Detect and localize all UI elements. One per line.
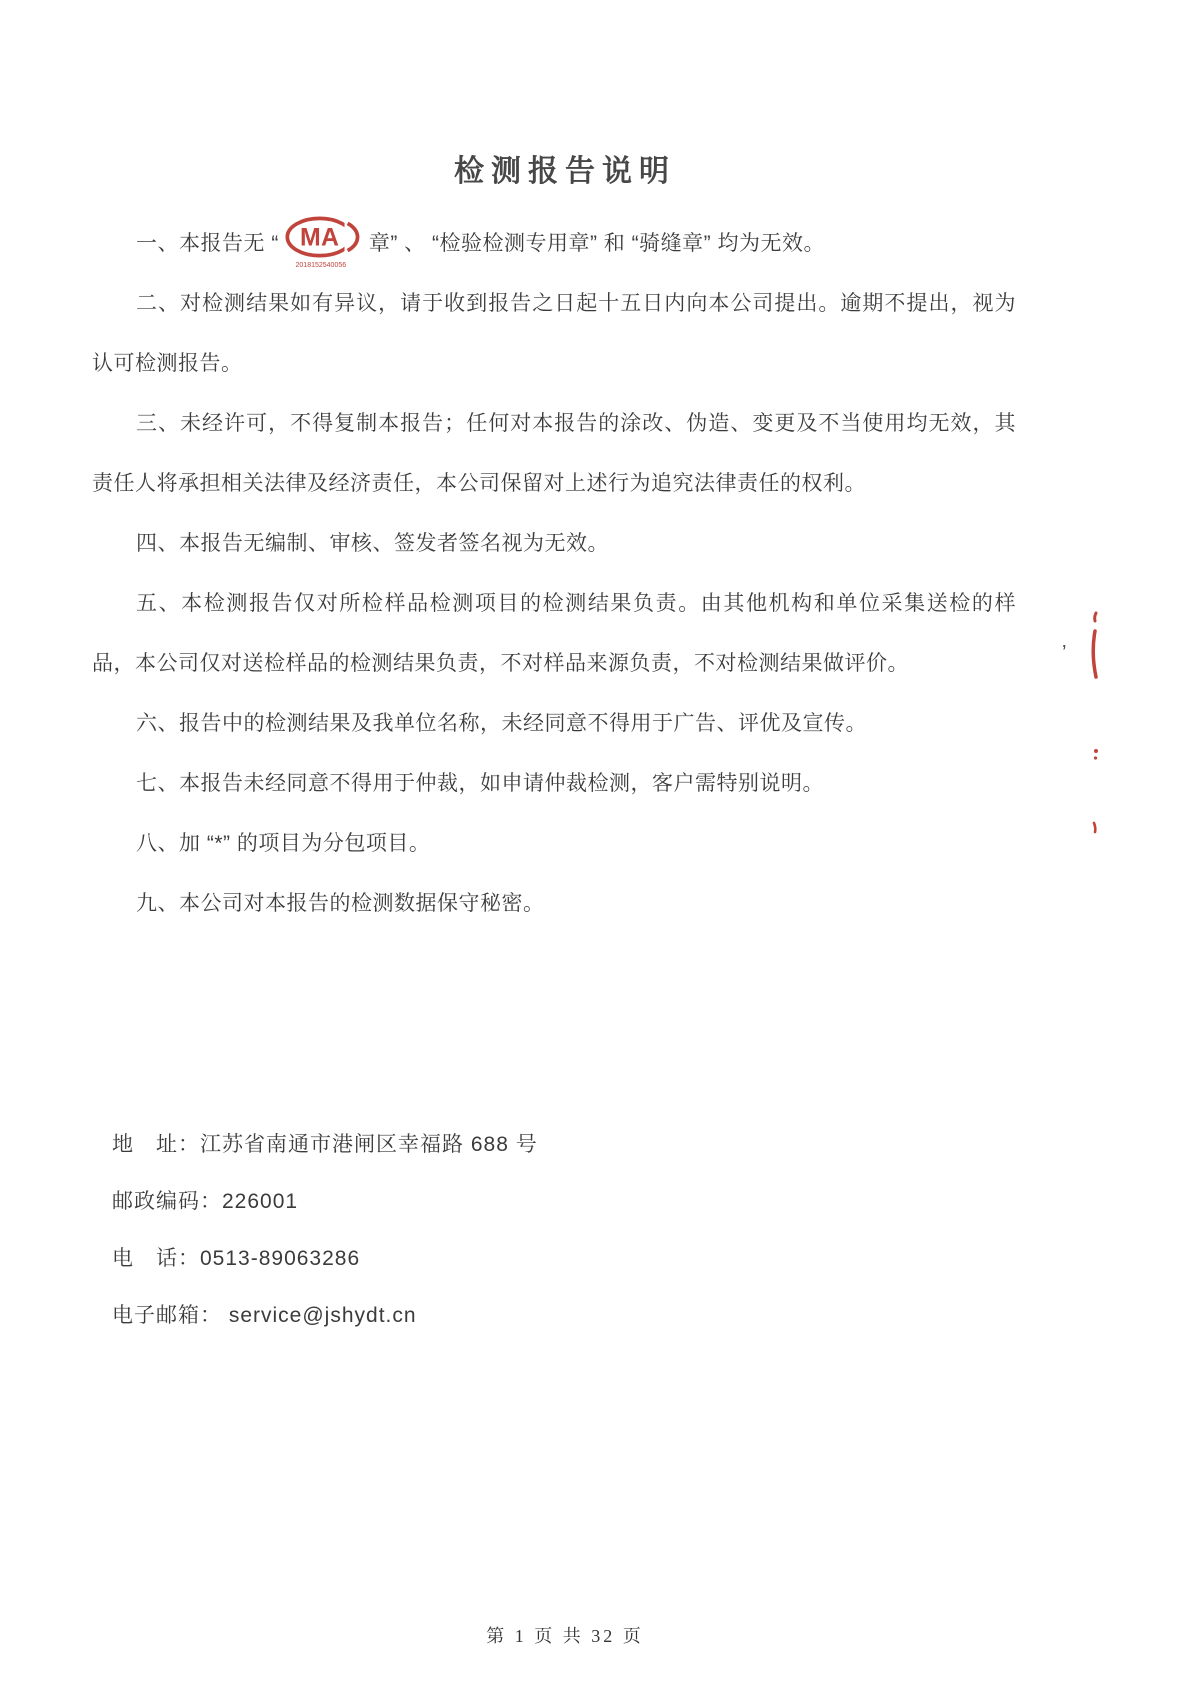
note-item-3: 三、未经许可，不得复制本报告；任何对本报告的涂改、伪造、变更及不当使用均无效，其责任人将承担相关法律及经济责任，本公司保留对上述行为追究法律责任的权利。 xyxy=(92,412,1016,495)
note-item-6: 六、报告中的检测结果及我单位名称，未经同意不得用于广告、评优及宣传。 xyxy=(136,712,867,735)
report-notes xyxy=(92,214,1016,934)
note-item-2: 二、对检测结果如有异议，请于收到报告之日起十五日内向本公司提出。逾期不提出，视为认可检测报告。 xyxy=(92,292,1016,375)
note-item-7: 七、本报告未经同意不得用于仲裁，如申请仲裁检测，客户需特别说明。 xyxy=(136,772,824,795)
contact-email: 电子邮箱： service@jshydt.cn xyxy=(112,1304,417,1327)
cma-stamp-label: MA xyxy=(299,223,340,252)
note-item-5: 五、本检测报告仅对所检样品检测项目的检测结果负责。由其他机构和单位采集送检的样品，本公司仅对送检样品的检测结果负责，不对样品来源负责，不对检测结果做评价。 xyxy=(92,592,1016,675)
note-item-1 xyxy=(92,214,1016,274)
cma-stamp-number: 2018152540056 xyxy=(295,262,347,269)
page-footer: 第 1 页 共 32 页 xyxy=(486,1626,644,1646)
cma-stamp xyxy=(283,214,365,269)
note-1-text-after: 章” 、 “检验检测专用章” 和 “骑缝章” 均为无效。 xyxy=(368,232,825,255)
cma-logo-icon xyxy=(283,214,365,260)
contact-postal-code: 邮政编码：226001 xyxy=(112,1190,299,1213)
scan-speck-artifact: ’ xyxy=(1062,642,1067,664)
page-title: 检测报告说明 xyxy=(454,155,676,188)
contact-address: 地 址：江苏省南通市港闸区幸福路 688 号 xyxy=(112,1133,538,1156)
note-item-8: 八、加 “*” 的项目为分包项目。 xyxy=(136,832,431,855)
note-item-9: 九、本公司对本报告的检测数据保守秘密。 xyxy=(136,892,545,915)
note-1-text-before: 一、本报告无 “ xyxy=(136,232,279,255)
note-item-4: 四、本报告无编制、审核、签发者签名视为无效。 xyxy=(136,532,609,555)
contact-phone: 电 话：0513-89063286 xyxy=(112,1247,361,1270)
contact-block xyxy=(112,1133,812,1361)
seal-edge-fragments-icon xyxy=(1082,605,1110,845)
